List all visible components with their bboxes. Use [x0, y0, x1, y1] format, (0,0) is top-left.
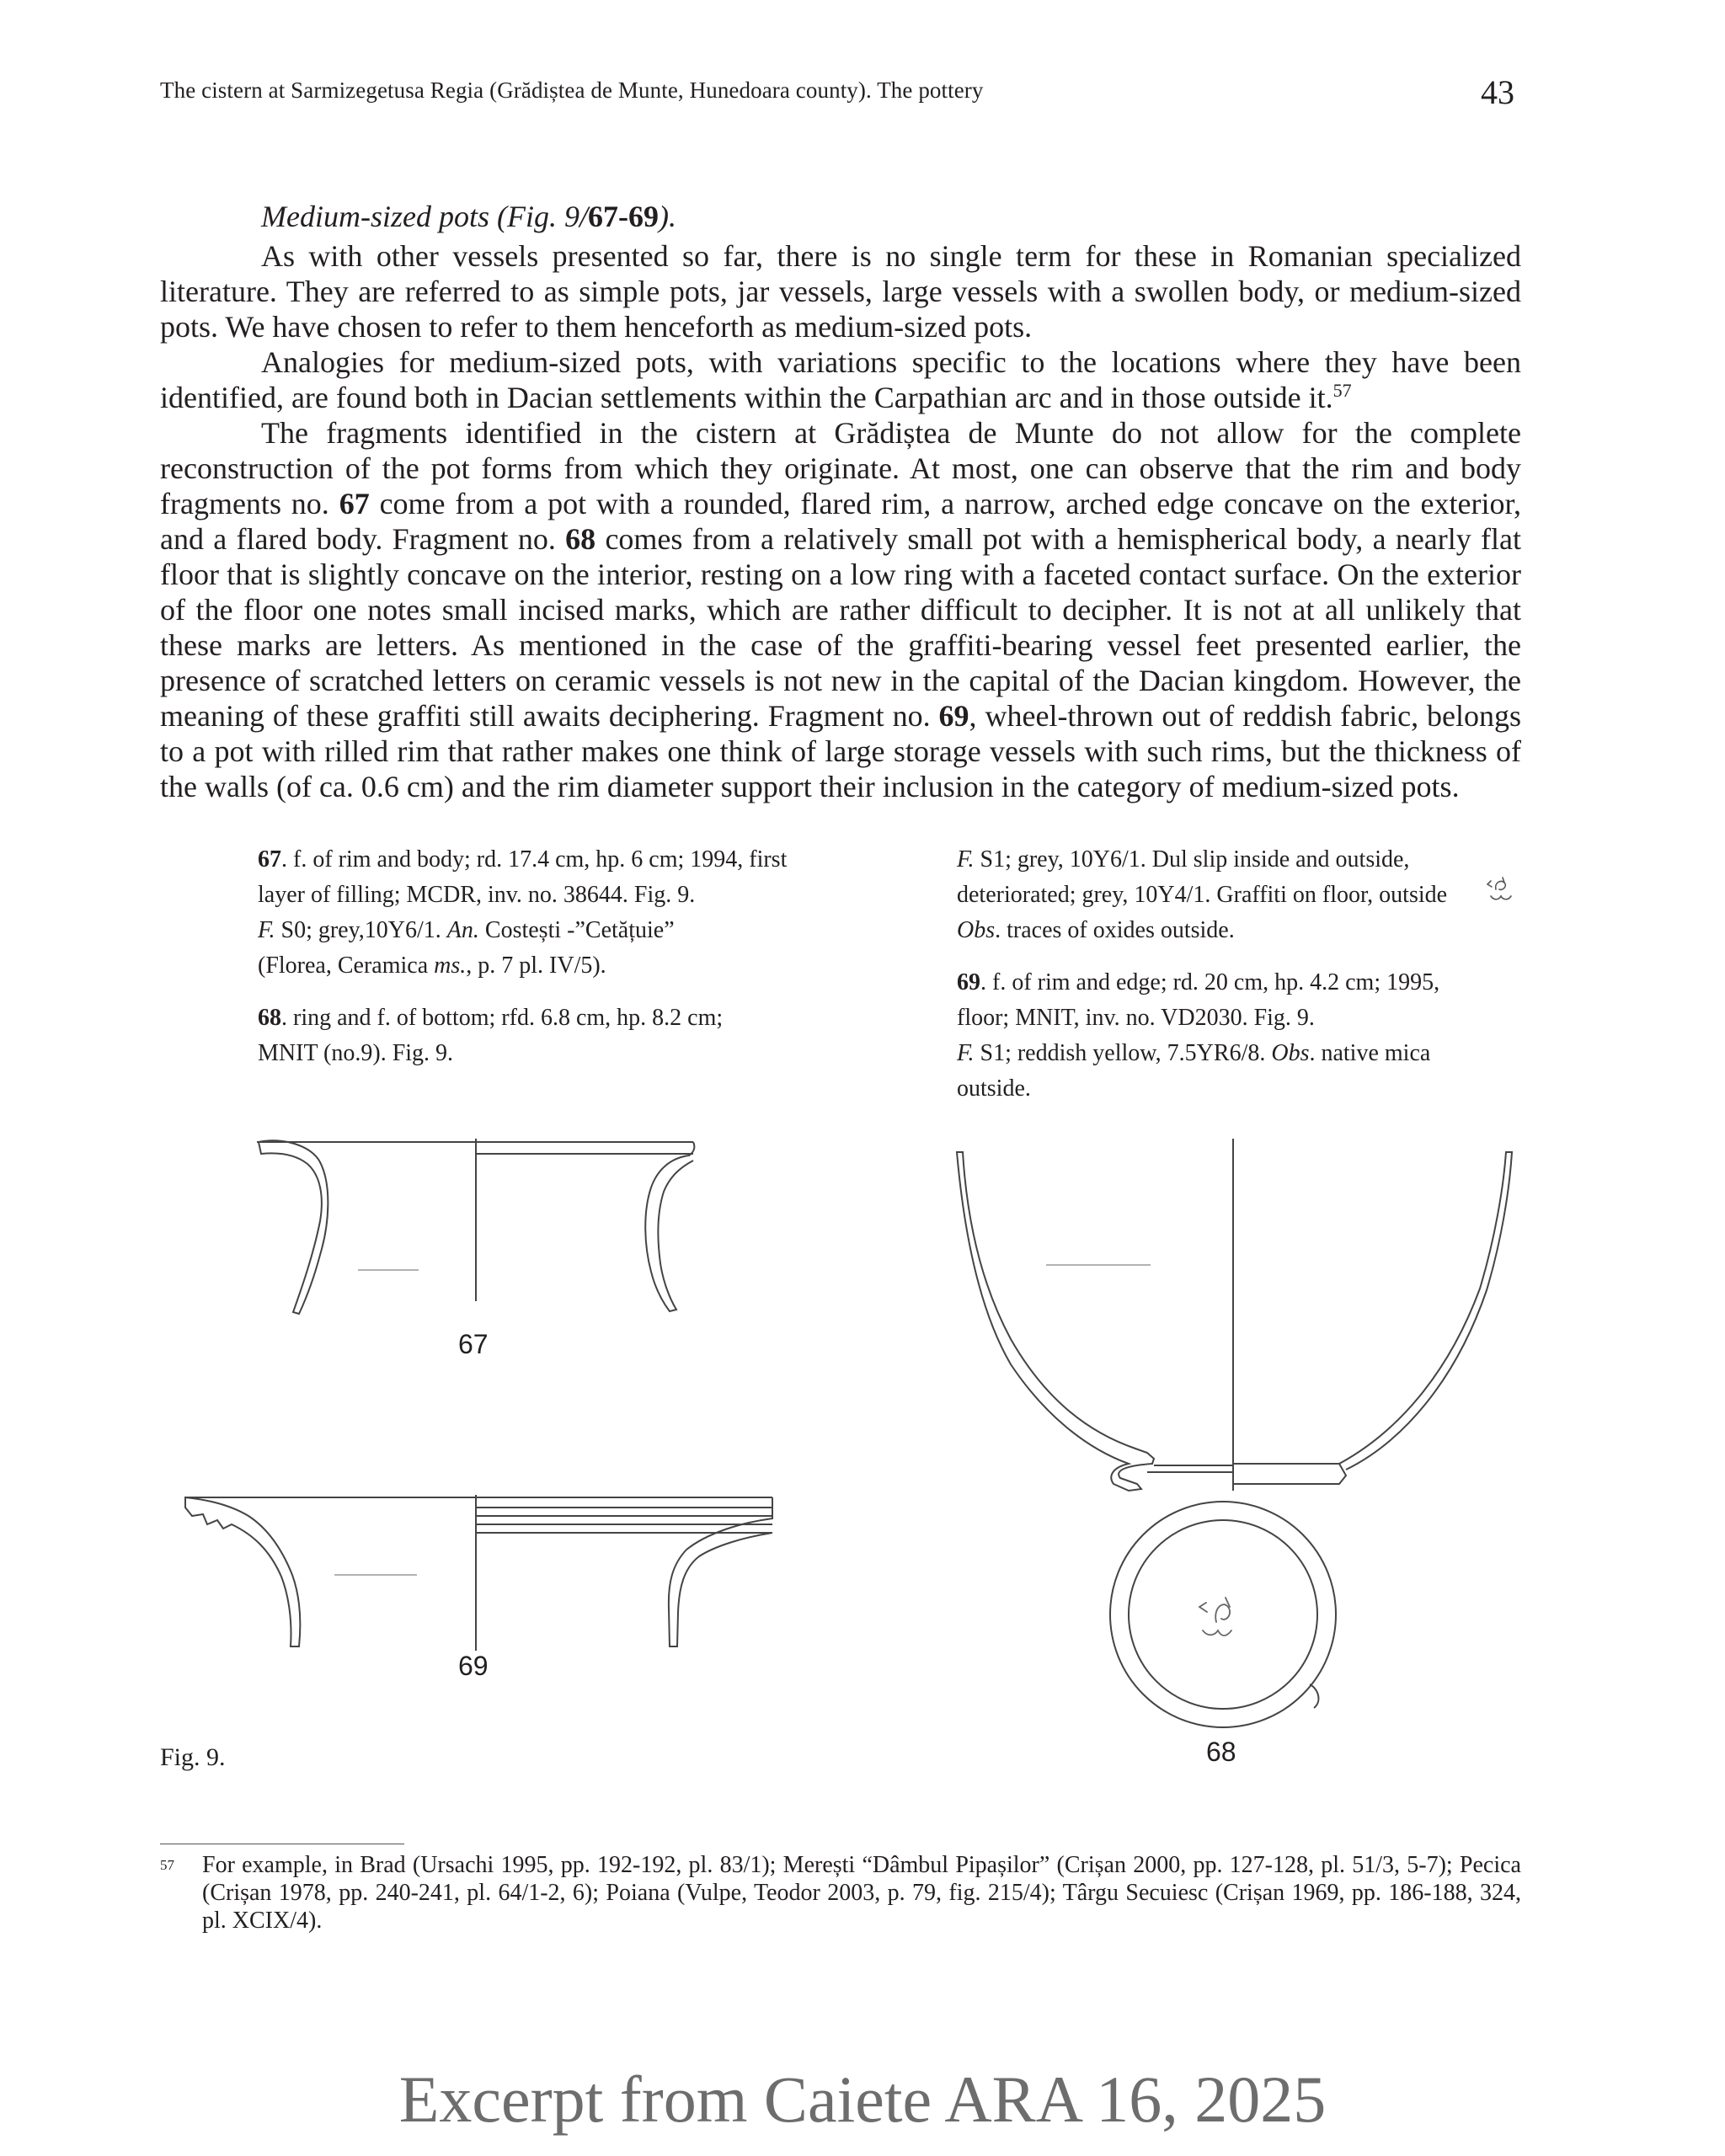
catalog-68-number: 68 [258, 1005, 281, 1031]
catalog-67-ref-b: ms. [434, 953, 467, 979]
catalog-69-obs-abbr: Obs [1271, 1040, 1310, 1066]
catalog-68-fabric: S1; grey, 10Y6/1. Dul slip inside and outside, [974, 846, 1410, 873]
drawing-69 [185, 1495, 772, 1651]
paragraph-3-part-a: The fragments identified in the cistern at Grădiștea de Munte do not allow for the complete reconstruction of the pot forms from which they originate. At most, one can observe that the rim and body fragments no. [160, 416, 1521, 520]
catalog-69-line-4: outside. [957, 1075, 1031, 1102]
footnote-57 [160, 1851, 1521, 1935]
catalog-69-fabric: S1; reddish yellow, 7.5YR6/8. [974, 1040, 1272, 1066]
catalog-67-fabric-abbr: F. [258, 917, 275, 943]
heading-end: ). [658, 200, 676, 233]
catalog-67-ref-a: (Florea, Ceramica [258, 953, 435, 979]
catalog-69-obs: . native mica [1309, 1040, 1431, 1066]
page-number: 43 [1481, 73, 1514, 111]
catalog-68-obs-abbr: Obs [957, 917, 996, 943]
catalog-68-fabric-abbr: F. [957, 846, 975, 873]
catalog-69-text-1: . f. of rim and edge; rd. 20 cm, hp. 4.2 cm; 1995, [980, 969, 1440, 995]
drawing-68-bottom-view [1110, 1502, 1336, 1727]
heading-text: Medium-sized pots (Fig. 9/ [261, 200, 588, 233]
catalog-67-fabric: S0; grey,10Y6/1. [275, 917, 447, 943]
catalog-67-line-2: layer of filling; MCDR, inv. no. 38644. Fig. 9. [258, 882, 696, 908]
catalog-67-analogy-abbr: An. [446, 917, 479, 943]
paragraph-3-part-b: come from a pot with a rounded, flared rim, a narrow, arched edge concave on the exterior, and a flared body. Fragment no. [160, 487, 1522, 556]
ref-69: 69 [938, 699, 969, 733]
catalog-68-line-2: MNIT (no.9). Fig. 9. [258, 1040, 454, 1066]
catalog-67-number: 67 [258, 846, 281, 873]
drawing-67 [257, 1139, 694, 1314]
catalog-68-obs: . traces of oxides outside. [995, 917, 1235, 943]
ref-68: 68 [565, 522, 596, 556]
running-head: The cistern at Sarmizegetusa Regia (Grădiștea de Munte, Hunedoara county). The pottery [160, 77, 984, 103]
catalog-67-analogy: Costești -”Cetățuie” [478, 917, 675, 943]
catalog-69-fabric-abbr: F. [957, 1040, 975, 1066]
heading-numbers: 67-69 [587, 200, 659, 233]
watermark: Excerpt from Caiete ARA 16, 2025 [398, 2063, 1327, 2136]
footnote-ref-57[interactable]: 57 [1332, 380, 1352, 401]
figure-label-67: 67 [458, 1329, 489, 1359]
catalog-67-text-1: . f. of rim and body; rd. 17.4 cm, hp. 6 cm; 1994, first [281, 846, 788, 873]
drawing-68-profile [957, 1139, 1512, 1491]
paragraph-3-part-d: , wheel-thrown out of reddish fabric, belongs to a pot with rilled rim that rather makes one think of large storage vessels with such rims, but the thickness of the walls (of ca. 0.6 cm) and the rim diameter support their inclusion in the category of medium-sized pots. [160, 699, 1521, 803]
footnote-number: 57 [160, 1857, 174, 1873]
paragraph-2-text: Analogies for medium-sized pots, with variations specific to the locations where they have been identified, are found both in Dacian settlements within the Carpathian arc and in those outside it. [160, 345, 1521, 414]
catalog-69-number: 69 [957, 969, 980, 995]
catalog-68-text-1: . ring and f. of bottom; rfd. 6.8 cm, hp. 8.2 cm; [281, 1005, 724, 1031]
paragraph-3-part-c: comes from a relatively small pot with a hemispherical body, a nearly flat floor that is slightly concave on the interior, resting on a low ring with a faceted contact surface. On the exterior of the floor one notes small incised marks, which are rather difficult to decipher. It is not at all unlikely that these marks are letters. As mentioned in the case of the graffiti-bearing vessel feet presented earlier, the presence of scratched letters on ceramic vessels is not new in the capital of the Dacian kingdom. However, the meaning of these graffiti still awaits deciphering. Fragment no. [160, 522, 1522, 733]
catalog-67-ref-c: , p. 7 pl. IV/5). [466, 953, 606, 979]
figure-label-68: 68 [1206, 1737, 1236, 1767]
catalog-69-line-2: floor; MNIT, inv. no. VD2030. Fig. 9. [957, 1005, 1315, 1031]
footnote-text: For example, in Brad (Ursachi 1995, pp. 192-192, pl. 83/1); Merești “Dâmbul Pipașilor” (Crișan 2000, pp. 127-128, pl. 51/3, 5-7); Pecica (Crișan 1978, pp. 240-241, pl. 64/1-2, 6); Poiana (Vulpe, Teodor 2003, p. 79, fig. 215/4); Târgu Secuiesc (Crișan 1969, pp. 186-188, 324, pl. XCIX/4). [202, 1852, 1521, 1934]
figure-label-69: 69 [458, 1651, 489, 1681]
ref-67: 67 [339, 487, 370, 520]
paragraph-1: As with other vessels presented so far, there is no single term for these in Romanian specialized literature. They are referred to as simple pots, jar vessels, large vessels with a swollen body, or medium-sized pots. We have chosen to refer to them henceforth as medium-sized pots. [160, 239, 1521, 344]
catalog-68-right-line-2: deteriorated; grey, 10Y4/1. Graffiti on floor, outside [957, 882, 1448, 908]
figure-caption: Fig. 9. [160, 1743, 226, 1771]
